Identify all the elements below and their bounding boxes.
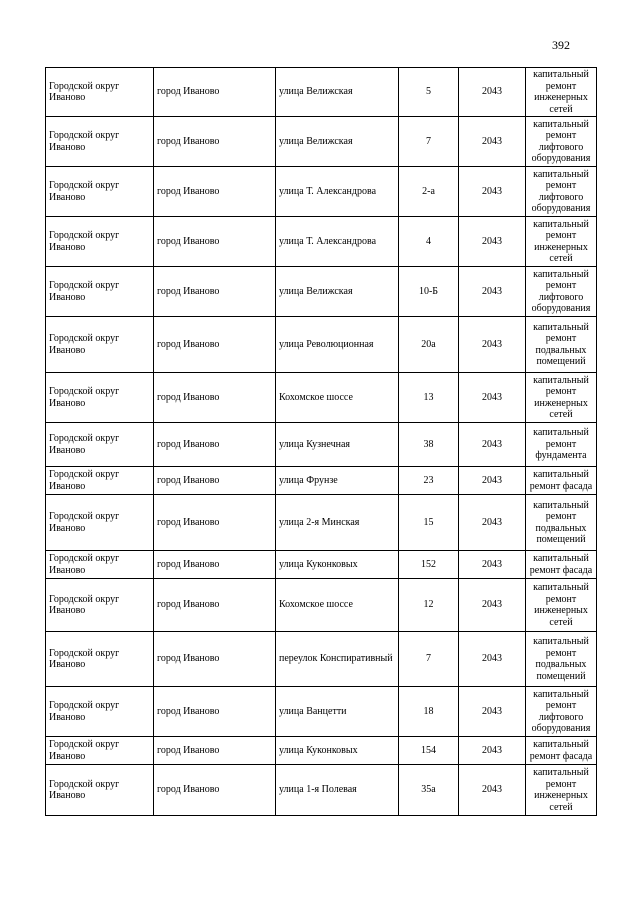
work-type-cell: капитальный ремонт подвальных помещений xyxy=(526,495,597,551)
work-type-cell: капитальный ремонт инженерных сетей xyxy=(526,217,597,267)
table-row xyxy=(46,267,597,317)
house-number-cell: 7 xyxy=(399,117,459,167)
house-number-cell: 2-а xyxy=(399,167,459,217)
table-row xyxy=(46,68,597,117)
year-cell: 2043 xyxy=(459,632,526,687)
city-cell: город Иваново xyxy=(154,267,276,317)
street-cell: улица 2-я Минская xyxy=(276,495,399,551)
house-number-cell: 20а xyxy=(399,317,459,373)
street-cell: улица Велижская xyxy=(276,117,399,167)
house-number-cell: 13 xyxy=(399,373,459,423)
year-cell: 2043 xyxy=(459,167,526,217)
house-number-cell: 38 xyxy=(399,423,459,467)
work-type-cell: капитальный ремонт лифтового оборудования xyxy=(526,687,597,737)
city-cell: город Иваново xyxy=(154,765,276,816)
house-number-cell: 12 xyxy=(399,579,459,632)
work-type-cell: капитальный ремонт инженерных сетей xyxy=(526,373,597,423)
table-row xyxy=(46,373,597,423)
year-cell: 2043 xyxy=(459,579,526,632)
city-cell: город Иваново xyxy=(154,632,276,687)
city-cell: город Иваново xyxy=(154,373,276,423)
district-cell: Городской округ Иваново xyxy=(46,267,154,317)
district-cell: Городской округ Иваново xyxy=(46,632,154,687)
street-cell: улица Куконковых xyxy=(276,551,399,579)
work-type-cell: капитальный ремонт лифтового оборудования xyxy=(526,167,597,217)
house-number-cell: 23 xyxy=(399,467,459,495)
city-cell: город Иваново xyxy=(154,217,276,267)
table-body xyxy=(46,68,597,816)
year-cell: 2043 xyxy=(459,373,526,423)
street-cell: улица Куконковых xyxy=(276,737,399,765)
work-type-cell: капитальный ремонт лифтового оборудования xyxy=(526,117,597,167)
district-cell: Городской округ Иваново xyxy=(46,737,154,765)
district-cell: Городской округ Иваново xyxy=(46,117,154,167)
house-number-cell: 5 xyxy=(399,68,459,117)
street-cell: улица Кузнечная xyxy=(276,423,399,467)
work-type-cell: капитальный ремонт инженерных сетей xyxy=(526,68,597,117)
house-number-cell: 10-Б xyxy=(399,267,459,317)
district-cell: Городской округ Иваново xyxy=(46,68,154,117)
city-cell: город Иваново xyxy=(154,495,276,551)
street-cell: улица Революционная xyxy=(276,317,399,373)
table-row xyxy=(46,765,597,816)
district-cell: Городской округ Иваново xyxy=(46,687,154,737)
district-cell: Городской округ Иваново xyxy=(46,317,154,373)
house-number-cell: 15 xyxy=(399,495,459,551)
work-type-cell: капитальный ремонт подвальных помещений xyxy=(526,317,597,373)
year-cell: 2043 xyxy=(459,423,526,467)
street-cell: улица 1-я Полевая xyxy=(276,765,399,816)
street-cell: улица Велижская xyxy=(276,68,399,117)
work-type-cell: капитальный ремонт фасада xyxy=(526,551,597,579)
street-cell: Кохомское шоссе xyxy=(276,579,399,632)
street-cell: Кохомское шоссе xyxy=(276,373,399,423)
page-number: 392 xyxy=(552,38,570,52)
year-cell: 2043 xyxy=(459,551,526,579)
house-number-cell: 154 xyxy=(399,737,459,765)
district-cell: Городской округ Иваново xyxy=(46,467,154,495)
city-cell: город Иваново xyxy=(154,117,276,167)
work-type-cell: капитальный ремонт подвальных помещений xyxy=(526,632,597,687)
city-cell: город Иваново xyxy=(154,737,276,765)
work-type-cell: капитальный ремонт инженерных сетей xyxy=(526,765,597,816)
year-cell: 2043 xyxy=(459,117,526,167)
district-cell: Городской округ Иваново xyxy=(46,217,154,267)
street-cell: улица Велижская xyxy=(276,267,399,317)
table-row xyxy=(46,551,597,579)
table-row xyxy=(46,632,597,687)
house-number-cell: 152 xyxy=(399,551,459,579)
house-number-cell: 7 xyxy=(399,632,459,687)
work-type-cell: капитальный ремонт лифтового оборудования xyxy=(526,267,597,317)
table-row xyxy=(46,495,597,551)
table-row xyxy=(46,217,597,267)
table-row xyxy=(46,167,597,217)
work-type-cell: капитальный ремонт фасада xyxy=(526,737,597,765)
house-number-cell: 35а xyxy=(399,765,459,816)
table-row xyxy=(46,687,597,737)
year-cell: 2043 xyxy=(459,495,526,551)
district-cell: Городской округ Иваново xyxy=(46,579,154,632)
table-row xyxy=(46,117,597,167)
city-cell: город Иваново xyxy=(154,687,276,737)
work-type-cell: капитальный ремонт инженерных сетей xyxy=(526,579,597,632)
work-type-cell: капитальный ремонт фасада xyxy=(526,467,597,495)
district-cell: Городской округ Иваново xyxy=(46,373,154,423)
district-cell: Городской округ Иваново xyxy=(46,167,154,217)
table-row xyxy=(46,737,597,765)
year-cell: 2043 xyxy=(459,765,526,816)
city-cell: город Иваново xyxy=(154,423,276,467)
house-number-cell: 4 xyxy=(399,217,459,267)
year-cell: 2043 xyxy=(459,317,526,373)
city-cell: город Иваново xyxy=(154,68,276,117)
year-cell: 2043 xyxy=(459,267,526,317)
city-cell: город Иваново xyxy=(154,579,276,632)
year-cell: 2043 xyxy=(459,687,526,737)
street-cell: улица Т. Александрова xyxy=(276,167,399,217)
district-cell: Городской округ Иваново xyxy=(46,765,154,816)
work-type-cell: капитальный ремонт фундамента xyxy=(526,423,597,467)
street-cell: улица Фрунзе xyxy=(276,467,399,495)
city-cell: город Иваново xyxy=(154,167,276,217)
year-cell: 2043 xyxy=(459,737,526,765)
table-row xyxy=(46,579,597,632)
district-cell: Городской округ Иваново xyxy=(46,551,154,579)
city-cell: город Иваново xyxy=(154,551,276,579)
street-cell: переулок Конспиративный xyxy=(276,632,399,687)
district-cell: Городской округ Иваново xyxy=(46,495,154,551)
year-cell: 2043 xyxy=(459,68,526,117)
year-cell: 2043 xyxy=(459,217,526,267)
city-cell: город Иваново xyxy=(154,317,276,373)
table-row xyxy=(46,423,597,467)
district-cell: Городской округ Иваново xyxy=(46,423,154,467)
house-number-cell: 18 xyxy=(399,687,459,737)
year-cell: 2043 xyxy=(459,467,526,495)
table-row xyxy=(46,467,597,495)
table-row xyxy=(46,317,597,373)
street-cell: улица Ванцетти xyxy=(276,687,399,737)
repair-schedule-table xyxy=(45,67,597,816)
street-cell: улица Т. Александрова xyxy=(276,217,399,267)
city-cell: город Иваново xyxy=(154,467,276,495)
